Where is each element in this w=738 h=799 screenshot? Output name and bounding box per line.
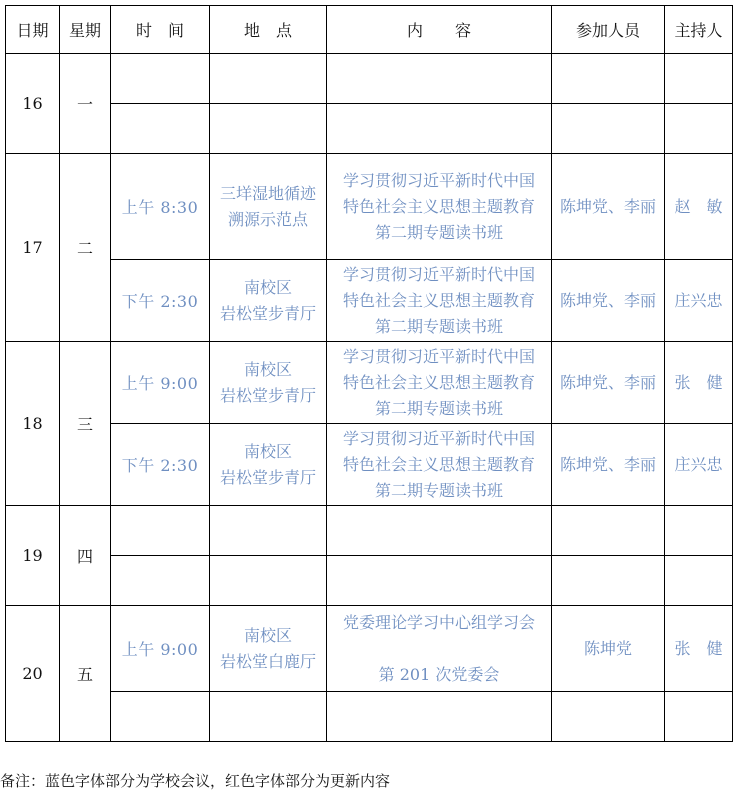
content-cell: 学习贯彻习近平新时代中国 特色社会主义思想主题教育 第二期专题读书班 xyxy=(327,260,552,342)
host-cell xyxy=(665,556,733,606)
date-cell: 16 xyxy=(6,54,60,154)
place-cell: 南校区 岩松堂白鹿厅 xyxy=(210,606,327,692)
host-cell: 庄兴忠 xyxy=(665,424,733,506)
host-cell: 张 健 xyxy=(665,606,733,692)
weekday-cell: 二 xyxy=(60,154,111,342)
header-weekday: 星期 xyxy=(60,6,111,54)
place-cell: 南校区 岩松堂步青厅 xyxy=(210,424,327,506)
date-cell: 17 xyxy=(6,154,60,342)
content-cell: 学习贯彻习近平新时代中国 特色社会主义思想主题教育 第二期专题读书班 xyxy=(327,342,552,424)
table-row xyxy=(6,154,733,260)
host-cell xyxy=(665,506,733,556)
content-cell xyxy=(327,556,552,606)
host-cell: 张 健 xyxy=(665,342,733,424)
content-cell xyxy=(327,692,552,742)
content-cell xyxy=(327,104,552,154)
participants-cell: 陈坤党、李丽 xyxy=(552,424,665,506)
time-cell xyxy=(111,104,210,154)
place-cell xyxy=(210,692,327,742)
content-cell xyxy=(327,54,552,104)
weekday-cell: 四 xyxy=(60,506,111,606)
content-cell: 党委理论学习中心组学习会 第 201 次党委会 xyxy=(327,606,552,692)
time-cell xyxy=(111,54,210,104)
table-row xyxy=(6,260,733,342)
time-cell: 下午 2:30 xyxy=(111,424,210,506)
time-cell: 上午 9:00 xyxy=(111,342,210,424)
content-cell: 学习贯彻习近平新时代中国 特色社会主义思想主题教育 第二期专题读书班 xyxy=(327,154,552,260)
participants-cell xyxy=(552,104,665,154)
time-cell xyxy=(111,556,210,606)
header-host: 主持人 xyxy=(665,6,733,54)
place-cell: 三垟湿地循迹 溯源示范点 xyxy=(210,154,327,260)
table-row xyxy=(6,54,733,104)
place-cell: 南校区 岩松堂步青厅 xyxy=(210,260,327,342)
participants-cell: 陈坤党、李丽 xyxy=(552,260,665,342)
time-cell: 上午 8:30 xyxy=(111,154,210,260)
weekday-cell: 一 xyxy=(60,54,111,154)
place-cell: 南校区 岩松堂步青厅 xyxy=(210,342,327,424)
table-row xyxy=(6,692,733,742)
host-cell: 庄兴忠 xyxy=(665,260,733,342)
host-cell xyxy=(665,104,733,154)
header-participants: 参加人员 xyxy=(552,6,665,54)
header-content: 内 容 xyxy=(327,6,552,54)
host-cell: 赵 敏 xyxy=(665,154,733,260)
participants-cell xyxy=(552,692,665,742)
participants-cell xyxy=(552,556,665,606)
place-cell xyxy=(210,506,327,556)
footnote: 备注：蓝色字体部分为学校会议，红色字体部分为更新内容 xyxy=(0,772,391,790)
participants-cell xyxy=(552,54,665,104)
date-cell: 18 xyxy=(6,342,60,506)
table-row xyxy=(6,104,733,154)
place-cell xyxy=(210,556,327,606)
weekday-cell: 三 xyxy=(60,342,111,506)
weekday-cell: 五 xyxy=(60,606,111,742)
participants-cell: 陈坤党、李丽 xyxy=(552,154,665,260)
participants-cell: 陈坤党 xyxy=(552,606,665,692)
schedule-table xyxy=(5,5,733,742)
table-row xyxy=(6,556,733,606)
host-cell xyxy=(665,692,733,742)
header-time: 时 间 xyxy=(111,6,210,54)
time-cell: 上午 9:00 xyxy=(111,606,210,692)
place-cell xyxy=(210,104,327,154)
date-cell: 20 xyxy=(6,606,60,742)
participants-cell xyxy=(552,506,665,556)
host-cell xyxy=(665,54,733,104)
header-place: 地 点 xyxy=(210,6,327,54)
header-date: 日期 xyxy=(6,6,60,54)
time-cell xyxy=(111,692,210,742)
table-row xyxy=(6,606,733,692)
time-cell xyxy=(111,506,210,556)
table-row xyxy=(6,506,733,556)
table-row xyxy=(6,342,733,424)
place-cell xyxy=(210,54,327,104)
date-cell: 19 xyxy=(6,506,60,606)
content-cell xyxy=(327,506,552,556)
participants-cell: 陈坤党、李丽 xyxy=(552,342,665,424)
time-cell: 下午 2:30 xyxy=(111,260,210,342)
table-row xyxy=(6,424,733,506)
header-row xyxy=(6,6,733,54)
content-cell: 学习贯彻习近平新时代中国 特色社会主义思想主题教育 第二期专题读书班 xyxy=(327,424,552,506)
